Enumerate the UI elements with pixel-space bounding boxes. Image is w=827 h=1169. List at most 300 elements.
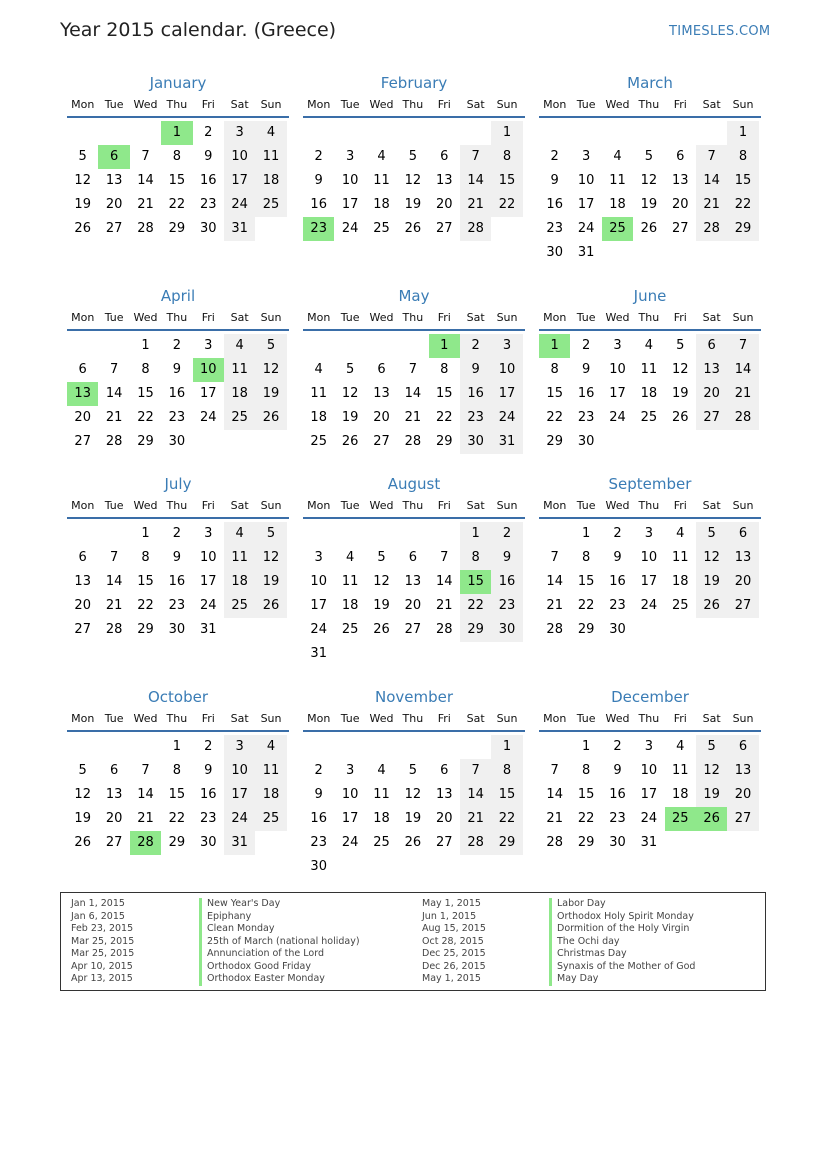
- weekday-label: Sun: [260, 311, 282, 324]
- day-cell: 14: [404, 386, 422, 401]
- empty-cell: [460, 121, 491, 145]
- day-cell: 22: [577, 598, 595, 613]
- day-cell: 24: [609, 410, 626, 425]
- day-cell: 4: [314, 362, 323, 377]
- weekday-label: Wed: [133, 499, 158, 512]
- day-cell: 16: [310, 811, 327, 826]
- day-cell: 21: [546, 598, 563, 613]
- day-cell: 11: [373, 787, 390, 802]
- day-cell: 16: [199, 787, 217, 802]
- day-cell: 15: [577, 787, 595, 802]
- day-cell: 27: [435, 835, 453, 850]
- day-cell: 5: [676, 338, 685, 353]
- weekday-label: Wed: [369, 499, 394, 512]
- day-cell: 19: [640, 197, 658, 212]
- day-grid: [539, 331, 761, 454]
- day-cell: 12: [255, 358, 286, 382]
- day-cell: 29: [435, 434, 453, 449]
- day-cell: 7: [440, 550, 449, 565]
- day-cell: 12: [696, 546, 727, 570]
- day-cell: 22: [491, 193, 522, 217]
- day-grid: [539, 118, 761, 265]
- day-cell: 18: [255, 169, 286, 193]
- empty-cell: [366, 121, 397, 145]
- day-cell: 27: [105, 221, 123, 236]
- day-cell: 14: [546, 574, 563, 589]
- day-cell: 11: [224, 358, 255, 382]
- day-cell: 23: [546, 221, 563, 236]
- day-cell: 24: [199, 598, 217, 613]
- day-cell: 21: [137, 197, 154, 212]
- day-cell: 29: [137, 434, 154, 449]
- empty-cell: [429, 735, 460, 759]
- day-cell: 21: [137, 811, 154, 826]
- empty-cell: [130, 735, 161, 759]
- weekday-label: Tue: [340, 311, 360, 324]
- day-cell: 21: [727, 382, 758, 406]
- legend-date: Feb 23, 2015: [71, 923, 134, 934]
- day-cell: 30: [199, 835, 217, 850]
- legend-holiday-name: The Ochi day: [549, 936, 695, 949]
- empty-cell: [397, 522, 428, 546]
- weekday-label: Sun: [496, 98, 518, 111]
- empty-cell: [366, 334, 397, 358]
- day-grid: [303, 331, 525, 454]
- day-cell: 14: [727, 358, 758, 382]
- empty-cell: [98, 121, 129, 145]
- weekday-label: Mon: [71, 712, 95, 725]
- day-cell: 5: [377, 550, 386, 565]
- day-cell: 2: [204, 739, 213, 754]
- day-cell: 8: [581, 550, 591, 565]
- holiday-day: 23: [303, 217, 334, 241]
- weekday-label: Wed: [133, 311, 158, 324]
- holiday-day: 28: [130, 831, 161, 855]
- day-cell: 15: [491, 169, 522, 193]
- day-cell: 16: [168, 574, 186, 589]
- day-cell: 1: [491, 121, 522, 145]
- day-cell: 17: [199, 574, 217, 589]
- day-cell: 3: [224, 121, 255, 145]
- day-cell: 24: [640, 811, 658, 826]
- weekday-label: Thu: [402, 499, 424, 512]
- month-name: January: [149, 74, 207, 92]
- day-cell: 29: [168, 835, 186, 850]
- day-cell: 25: [224, 594, 255, 618]
- day-cell: 28: [727, 406, 758, 430]
- empty-cell: [303, 121, 334, 145]
- day-cell: 20: [727, 570, 758, 594]
- weekday-header: [539, 710, 761, 732]
- day-cell: 11: [310, 386, 327, 401]
- day-cell: 11: [640, 362, 658, 377]
- day-cell: 18: [373, 811, 390, 826]
- legend-date: Mar 25, 2015: [71, 948, 135, 959]
- weekday-header: [539, 497, 761, 519]
- weekday-label: Wed: [605, 311, 630, 324]
- legend-holiday-name: Dormition of the Holy Virgin: [549, 923, 695, 936]
- day-cell: 19: [74, 197, 91, 212]
- day-cell: 24: [224, 807, 255, 831]
- day-cell: 29: [577, 622, 595, 637]
- empty-cell: [429, 121, 460, 145]
- day-cell: 13: [105, 173, 123, 188]
- day-grid: [539, 732, 761, 855]
- day-cell: 21: [460, 193, 491, 217]
- day-cell: 26: [341, 434, 359, 449]
- weekday-label: Tue: [576, 499, 596, 512]
- day-cell: 31: [199, 622, 217, 637]
- legend-holiday-name: Labor Day: [549, 898, 695, 911]
- day-cell: 10: [609, 362, 626, 377]
- weekday-label: Tue: [576, 311, 596, 324]
- month-name: August: [387, 475, 441, 493]
- day-cell: 17: [577, 197, 595, 212]
- day-cell: 25: [640, 410, 658, 425]
- weekday-label: Tue: [104, 499, 124, 512]
- day-cell: 7: [141, 763, 150, 778]
- legend-date: Dec 25, 2015: [422, 948, 486, 959]
- weekday-label: Sun: [260, 712, 282, 725]
- day-cell: 18: [609, 197, 626, 212]
- weekday-header: [539, 96, 761, 118]
- weekday-label: Tue: [340, 712, 360, 725]
- weekday-label: Mon: [543, 98, 567, 111]
- holiday-day: 13: [67, 382, 98, 406]
- weekday-label: Mon: [71, 499, 95, 512]
- day-cell: 7: [109, 550, 119, 565]
- day-cell: 20: [373, 410, 390, 425]
- day-cell: 1: [581, 526, 591, 541]
- day-cell: 23: [609, 598, 626, 613]
- day-grid: [303, 732, 525, 879]
- day-cell: 3: [581, 149, 591, 164]
- day-cell: 30: [460, 430, 491, 454]
- day-cell: 18: [640, 386, 658, 401]
- day-cell: 11: [255, 145, 286, 169]
- day-cell: 30: [199, 221, 217, 236]
- empty-cell: [334, 334, 365, 358]
- day-cell: 10: [640, 550, 658, 565]
- day-cell: 28: [696, 217, 727, 241]
- weekday-label: Thu: [166, 499, 188, 512]
- day-cell: 5: [408, 149, 417, 164]
- day-cell: 27: [404, 622, 422, 637]
- legend-holiday-name: Epiphany: [199, 911, 360, 924]
- day-cell: 8: [460, 546, 491, 570]
- month-july: [67, 474, 289, 642]
- day-cell: 10: [341, 173, 359, 188]
- day-cell: 9: [172, 550, 181, 565]
- day-cell: 8: [491, 759, 522, 783]
- empty-cell: [334, 121, 365, 145]
- legend-date: May 1, 2015: [422, 898, 481, 909]
- day-cell: 30: [168, 622, 186, 637]
- empty-cell: [602, 121, 633, 145]
- empty-cell: [539, 522, 570, 546]
- weekday-label: Thu: [402, 712, 424, 725]
- day-cell: 31: [224, 217, 255, 241]
- day-cell: 14: [460, 783, 491, 807]
- legend-holiday-name: Christmas Day: [549, 948, 695, 961]
- day-cell: 3: [345, 149, 355, 164]
- day-cell: 28: [546, 622, 563, 637]
- day-cell: 1: [141, 338, 150, 353]
- day-cell: 1: [727, 121, 758, 145]
- weekday-label: Tue: [340, 98, 360, 111]
- empty-cell: [334, 735, 365, 759]
- legend-date: May 1, 2015: [422, 973, 481, 984]
- day-cell: 14: [105, 574, 123, 589]
- empty-cell: [67, 121, 98, 145]
- day-cell: 18: [341, 598, 359, 613]
- weekday-label: Sat: [230, 499, 249, 512]
- legend-holiday-name: New Year's Day: [199, 898, 360, 911]
- day-cell: 29: [727, 217, 758, 241]
- day-cell: 23: [199, 197, 217, 212]
- day-cell: 20: [404, 598, 422, 613]
- day-cell: 2: [613, 739, 622, 754]
- weekday-label: Sat: [466, 499, 485, 512]
- day-cell: 4: [377, 149, 386, 164]
- day-cell: 1: [172, 739, 181, 754]
- legend-holiday-name: May Day: [549, 973, 695, 986]
- site-link[interactable]: TIMESLES.COM: [669, 24, 771, 39]
- legend-right-names: [549, 898, 695, 986]
- day-cell: 7: [727, 334, 758, 358]
- legend-left-dates: [71, 898, 134, 986]
- day-cell: 10: [491, 358, 522, 382]
- empty-cell: [696, 121, 727, 145]
- day-cell: 24: [640, 598, 658, 613]
- day-cell: 21: [105, 410, 123, 425]
- day-cell: 11: [671, 550, 689, 565]
- weekday-label: Wed: [369, 712, 394, 725]
- day-cell: 6: [408, 550, 417, 565]
- empty-cell: [130, 121, 161, 145]
- day-cell: 4: [345, 550, 355, 565]
- day-cell: 7: [109, 362, 119, 377]
- day-cell: 12: [404, 787, 422, 802]
- weekday-label: Wed: [605, 712, 630, 725]
- day-cell: 19: [341, 410, 359, 425]
- weekday-label: Fri: [201, 499, 215, 512]
- day-cell: 2: [460, 334, 491, 358]
- day-cell: 27: [696, 406, 727, 430]
- day-cell: 28: [105, 434, 123, 449]
- legend-left-names: [199, 898, 360, 986]
- day-cell: 31: [310, 646, 327, 661]
- day-cell: 6: [696, 334, 727, 358]
- day-cell: 20: [435, 197, 453, 212]
- weekday-label: Tue: [576, 712, 596, 725]
- day-cell: 18: [224, 570, 255, 594]
- day-cell: 2: [172, 338, 181, 353]
- day-cell: 5: [408, 763, 417, 778]
- day-cell: 4: [676, 526, 685, 541]
- weekday-label: Fri: [437, 712, 451, 725]
- day-cell: 8: [141, 550, 150, 565]
- day-cell: 14: [435, 574, 453, 589]
- day-cell: 13: [404, 574, 422, 589]
- day-cell: 24: [224, 193, 255, 217]
- day-cell: 10: [199, 550, 217, 565]
- holiday-day: 1: [161, 121, 192, 145]
- day-cell: 26: [404, 835, 422, 850]
- month-december: [539, 687, 761, 855]
- day-cell: 13: [727, 759, 758, 783]
- day-cell: 7: [550, 550, 559, 565]
- day-cell: 8: [172, 149, 181, 164]
- weekday-label: Thu: [166, 311, 188, 324]
- empty-cell: [539, 735, 570, 759]
- day-cell: 13: [696, 358, 727, 382]
- month-september: [539, 474, 761, 642]
- weekday-header: [303, 497, 525, 519]
- month-name: April: [160, 287, 196, 305]
- day-cell: 31: [640, 835, 658, 850]
- empty-cell: [397, 334, 428, 358]
- day-cell: 8: [141, 362, 150, 377]
- weekday-label: Sun: [496, 311, 518, 324]
- holiday-day: 25: [602, 217, 633, 241]
- day-cell: 8: [491, 145, 522, 169]
- day-cell: 13: [74, 574, 91, 589]
- weekday-header: [303, 309, 525, 331]
- day-cell: 6: [440, 149, 449, 164]
- day-cell: 16: [609, 574, 626, 589]
- month-name: November: [374, 688, 454, 706]
- day-cell: 3: [314, 550, 323, 565]
- empty-cell: [98, 735, 129, 759]
- month-name: May: [398, 287, 430, 305]
- day-cell: 25: [341, 622, 359, 637]
- day-cell: 6: [727, 735, 758, 759]
- month-june: [539, 286, 761, 454]
- legend-holiday-name: Annunciation of the Lord: [199, 948, 360, 961]
- day-cell: 10: [224, 145, 255, 169]
- day-cell: 11: [609, 173, 626, 188]
- day-grid: [67, 519, 289, 642]
- day-cell: 3: [204, 338, 213, 353]
- day-cell: 28: [460, 217, 491, 241]
- day-cell: 27: [74, 434, 91, 449]
- weekday-label: Sun: [732, 499, 754, 512]
- day-cell: 14: [105, 386, 123, 401]
- legend-holiday-name: 25th of March (national holiday): [199, 936, 360, 949]
- day-cell: 20: [74, 598, 91, 613]
- weekday-label: Thu: [638, 712, 660, 725]
- month-name: December: [611, 688, 689, 706]
- day-cell: 4: [255, 121, 286, 145]
- day-cell: 21: [460, 807, 491, 831]
- day-cell: 15: [435, 386, 453, 401]
- empty-cell: [98, 522, 129, 546]
- weekday-label: Thu: [166, 712, 188, 725]
- month-february: [303, 73, 525, 241]
- day-cell: 2: [314, 149, 323, 164]
- month-october: [67, 687, 289, 855]
- day-cell: 12: [255, 546, 286, 570]
- legend-date: Jan 6, 2015: [71, 910, 125, 922]
- day-cell: 16: [546, 197, 563, 212]
- weekday-label: Fri: [437, 311, 451, 324]
- month-august: [303, 474, 525, 666]
- day-cell: 17: [199, 386, 217, 401]
- weekday-label: Fri: [673, 499, 687, 512]
- day-grid: [539, 519, 761, 642]
- day-cell: 26: [74, 835, 91, 850]
- month-march: [539, 73, 761, 265]
- day-cell: 9: [491, 546, 522, 570]
- day-cell: 6: [440, 763, 449, 778]
- day-cell: 26: [373, 622, 390, 637]
- day-cell: 12: [404, 173, 422, 188]
- day-cell: 29: [137, 622, 154, 637]
- day-cell: 17: [224, 783, 255, 807]
- day-cell: 13: [727, 546, 758, 570]
- day-cell: 9: [314, 787, 323, 802]
- day-cell: 9: [314, 173, 323, 188]
- day-cell: 22: [137, 598, 154, 613]
- empty-cell: [366, 735, 397, 759]
- legend-date: Apr 10, 2015: [71, 960, 133, 972]
- legend-right-dates: [422, 898, 486, 986]
- weekday-label: Sat: [702, 712, 721, 725]
- day-cell: 23: [577, 410, 595, 425]
- day-grid: [303, 519, 525, 666]
- day-cell: 3: [224, 735, 255, 759]
- day-cell: 18: [310, 410, 327, 425]
- day-cell: 23: [491, 594, 522, 618]
- day-cell: 27: [373, 434, 390, 449]
- weekday-label: Tue: [104, 98, 124, 111]
- day-cell: 24: [341, 221, 359, 236]
- day-cell: 14: [137, 787, 154, 802]
- weekday-label: Sun: [260, 499, 282, 512]
- weekday-label: Thu: [166, 98, 188, 111]
- weekday-label: Wed: [133, 98, 158, 111]
- day-cell: 16: [460, 382, 491, 406]
- day-cell: 30: [168, 434, 186, 449]
- day-cell: 31: [224, 831, 255, 855]
- day-cell: 22: [546, 410, 563, 425]
- day-cell: 2: [581, 338, 591, 353]
- day-cell: 18: [224, 382, 255, 406]
- day-cell: 6: [109, 763, 119, 778]
- day-cell: 4: [644, 338, 653, 353]
- day-cell: 21: [404, 410, 422, 425]
- day-cell: 22: [168, 197, 186, 212]
- weekday-label: Mon: [543, 311, 567, 324]
- day-cell: 16: [609, 787, 626, 802]
- day-cell: 26: [696, 594, 727, 618]
- day-cell: 30: [609, 835, 626, 850]
- day-grid: [303, 118, 525, 241]
- legend-holiday-name: Orthodox Easter Monday: [199, 973, 360, 986]
- day-cell: 5: [255, 334, 286, 358]
- legend-holiday-name: Orthodox Good Friday: [199, 961, 360, 974]
- weekday-label: Sat: [230, 712, 249, 725]
- day-cell: 29: [168, 221, 186, 236]
- weekday-label: Tue: [104, 712, 124, 725]
- month-name: September: [608, 475, 692, 493]
- day-cell: 10: [224, 759, 255, 783]
- day-cell: 14: [137, 173, 154, 188]
- day-cell: 4: [224, 522, 255, 546]
- day-cell: 29: [491, 831, 522, 855]
- holiday-legend: [60, 892, 766, 991]
